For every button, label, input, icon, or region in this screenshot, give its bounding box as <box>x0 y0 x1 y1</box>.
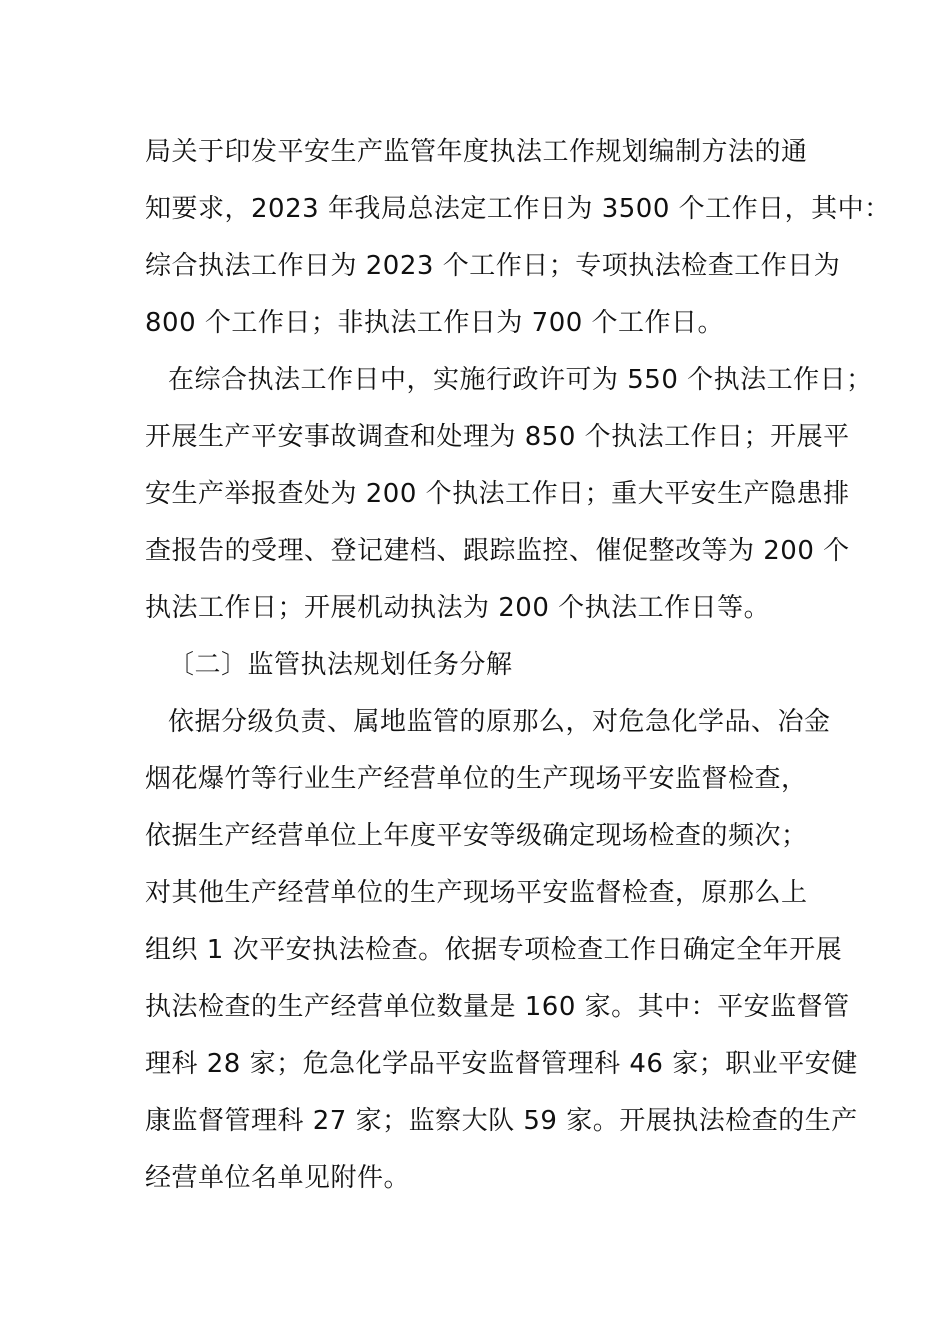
text-line: 依据分级负责、属地监管的原那么，对危急化学品、冶金 <box>168 707 831 737</box>
text-line: 安生产举报查处为 200 个执法工作日；重大平安生产隐患排 <box>145 479 850 509</box>
text-line: 烟花爆竹等行业生产经营单位的生产现场平安监督检查， <box>145 764 808 794</box>
text-line: 执法检查的生产经营单位数量是 160 家。其中：平安监督管 <box>145 992 850 1022</box>
text-line: 综合执法工作日为 2023 个工作日；专项执法检查工作日为 <box>145 251 841 281</box>
text-line: 查报告的受理、登记建档、跟踪监控、催促整改等为 200 个 <box>145 536 850 566</box>
text-line: 开展生产平安事故调查和处理为 850 个执法工作日；开展平 <box>145 422 850 452</box>
text-line: 在综合执法工作日中，实施行政许可为 550 个执法工作日； <box>168 365 873 395</box>
text-line: 依据生产经营单位上年度平安等级确定现场检查的频次； <box>145 821 808 851</box>
text-line: 800 个工作日；非执法工作日为 700 个工作日。 <box>145 308 725 338</box>
text-line: 执法工作日；开展机动执法为 200 个执法工作日等。 <box>145 593 771 623</box>
text-line: 局关于印发平安生产监管年度执法工作规划编制方法的通 <box>145 137 808 167</box>
text-line: 经营单位名单见附件。 <box>145 1163 411 1193</box>
text-line: 对其他生产经营单位的生产现场平安监督检查，原那么上 <box>145 878 808 908</box>
text-line: 理科 28 家；危急化学品平安监督管理科 46 家；职业平安健 <box>145 1049 858 1079</box>
text-line: 组织 1 次平安执法检查。依据专项检查工作日确定全年开展 <box>145 935 843 965</box>
text-line: 康监督管理科 27 家；监察大队 59 家。开展执法检查的生产 <box>145 1106 858 1136</box>
text-line: 知要求，2023 年我局总法定工作日为 3500 个工作日，其中： <box>145 194 891 224</box>
section-heading: 〔二〕监管执法规划任务分解 <box>168 650 513 680</box>
